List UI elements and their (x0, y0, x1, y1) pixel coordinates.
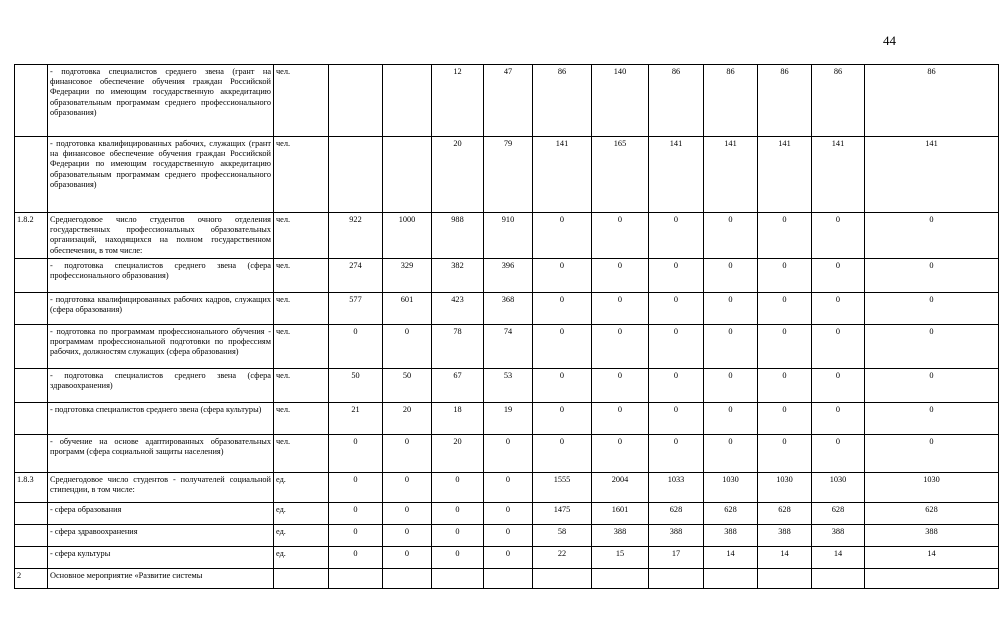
row-unit: ед. (274, 473, 329, 503)
value-cell: 601 (383, 293, 432, 325)
value-cell: 0 (329, 473, 383, 503)
value-cell: 18 (432, 403, 484, 435)
row-unit: чел. (274, 403, 329, 435)
value-cell: 141 (704, 137, 758, 213)
value-cell: 0 (432, 503, 484, 525)
table-row (15, 259, 999, 293)
value-cell: 628 (812, 503, 865, 525)
row-code (15, 503, 48, 525)
value-cell: 1601 (592, 503, 649, 525)
value-cell: 47 (484, 65, 533, 137)
value-cell: 382 (432, 259, 484, 293)
table-row (15, 547, 999, 569)
value-cell: 74 (484, 325, 533, 369)
value-cell: 0 (383, 525, 432, 547)
value-cell: 0 (758, 369, 812, 403)
value-cell: 0 (484, 503, 533, 525)
row-unit: чел. (274, 213, 329, 259)
table-row (15, 435, 999, 473)
value-cell: 0 (533, 325, 592, 369)
value-cell: 0 (592, 369, 649, 403)
value-cell: 0 (383, 503, 432, 525)
value-cell (533, 569, 592, 589)
value-cell (758, 569, 812, 589)
value-cell: 0 (383, 473, 432, 503)
value-cell (329, 65, 383, 137)
value-cell: 396 (484, 259, 533, 293)
value-cell: 388 (758, 525, 812, 547)
table-row (15, 473, 999, 503)
value-cell: 20 (383, 403, 432, 435)
row-unit: ед. (274, 547, 329, 569)
value-cell: 0 (329, 325, 383, 369)
value-cell: 0 (329, 547, 383, 569)
value-cell: 67 (432, 369, 484, 403)
value-cell: 0 (484, 473, 533, 503)
value-cell: 0 (432, 547, 484, 569)
value-cell: 0 (649, 259, 704, 293)
row-unit: чел. (274, 259, 329, 293)
value-cell: 0 (704, 369, 758, 403)
value-cell: 141 (758, 137, 812, 213)
value-cell: 0 (533, 259, 592, 293)
value-cell: 0 (812, 325, 865, 369)
row-code (15, 403, 48, 435)
value-cell: 0 (592, 213, 649, 259)
table-row (15, 137, 999, 213)
value-cell: 0 (758, 403, 812, 435)
value-cell: 1475 (533, 503, 592, 525)
value-cell: 0 (592, 325, 649, 369)
value-cell: 0 (704, 403, 758, 435)
value-cell: 165 (592, 137, 649, 213)
value-cell: 1030 (704, 473, 758, 503)
value-cell: 14 (704, 547, 758, 569)
value-cell: 0 (758, 293, 812, 325)
row-unit: чел. (274, 293, 329, 325)
row-unit: чел. (274, 435, 329, 473)
value-cell: 14 (865, 547, 999, 569)
row-code (15, 259, 48, 293)
row-code (15, 525, 48, 547)
value-cell: 0 (329, 525, 383, 547)
row-description: Среднегодовое число студентов очного отделения государственных профессиональных образовательных организаций, находящихся на полном государственном обеспечении, в том числе: (48, 213, 274, 259)
row-description: - подготовка специалистов среднего звена (сфера профессионального образования) (48, 259, 274, 293)
value-cell: 0 (533, 403, 592, 435)
value-cell: 0 (758, 213, 812, 259)
table-row (15, 403, 999, 435)
value-cell: 1030 (758, 473, 812, 503)
value-cell: 53 (484, 369, 533, 403)
value-cell: 388 (865, 525, 999, 547)
value-cell: 388 (592, 525, 649, 547)
row-code (15, 137, 48, 213)
value-cell (865, 569, 999, 589)
row-description: - сфера образования (48, 503, 274, 525)
row-description: - подготовка специалистов среднего звена (грант на финансовое обеспечение обучения граждан Российской Федерации по имеющим государственную аккредитацию образовательным программам среднего профессионального образования) (48, 65, 274, 137)
value-cell: 86 (812, 65, 865, 137)
value-cell: 141 (812, 137, 865, 213)
value-cell: 0 (592, 259, 649, 293)
row-unit: чел. (274, 137, 329, 213)
value-cell: 0 (865, 293, 999, 325)
indicators-table (14, 64, 999, 589)
value-cell: 0 (432, 473, 484, 503)
table-row (15, 325, 999, 369)
value-cell: 910 (484, 213, 533, 259)
value-cell: 0 (812, 293, 865, 325)
value-cell: 0 (865, 213, 999, 259)
value-cell: 0 (592, 435, 649, 473)
value-cell: 78 (432, 325, 484, 369)
value-cell: 922 (329, 213, 383, 259)
value-cell: 140 (592, 65, 649, 137)
value-cell: 0 (383, 547, 432, 569)
value-cell: 388 (812, 525, 865, 547)
table-row (15, 569, 999, 589)
value-cell: 0 (383, 325, 432, 369)
value-cell (329, 137, 383, 213)
value-cell: 86 (649, 65, 704, 137)
value-cell: 20 (432, 137, 484, 213)
row-unit: ед. (274, 525, 329, 547)
value-cell: 0 (865, 259, 999, 293)
value-cell: 0 (865, 435, 999, 473)
value-cell: 0 (758, 435, 812, 473)
value-cell: 141 (649, 137, 704, 213)
value-cell: 2004 (592, 473, 649, 503)
row-unit: чел. (274, 325, 329, 369)
value-cell: 0 (704, 259, 758, 293)
value-cell: 0 (649, 435, 704, 473)
value-cell: 388 (649, 525, 704, 547)
value-cell: 0 (484, 435, 533, 473)
value-cell: 0 (329, 435, 383, 473)
value-cell: 86 (758, 65, 812, 137)
value-cell: 0 (758, 259, 812, 293)
value-cell: 0 (592, 403, 649, 435)
value-cell: 0 (812, 259, 865, 293)
table-row (15, 213, 999, 259)
row-code: 2 (15, 569, 48, 589)
value-cell: 14 (758, 547, 812, 569)
value-cell: 0 (865, 369, 999, 403)
value-cell: 50 (329, 369, 383, 403)
value-cell: 0 (533, 213, 592, 259)
value-cell: 21 (329, 403, 383, 435)
value-cell: 423 (432, 293, 484, 325)
value-cell: 0 (649, 403, 704, 435)
value-cell: 1000 (383, 213, 432, 259)
value-cell: 58 (533, 525, 592, 547)
value-cell (484, 569, 533, 589)
value-cell: 0 (704, 435, 758, 473)
row-unit: чел. (274, 369, 329, 403)
value-cell: 0 (704, 325, 758, 369)
value-cell: 79 (484, 137, 533, 213)
row-description: - подготовка по программам профессионального обучения - программам профессиональной подготовки по профессиям рабочих, должностям служащих (сфера образования) (48, 325, 274, 369)
value-cell: 0 (533, 369, 592, 403)
value-cell: 0 (533, 435, 592, 473)
value-cell: 50 (383, 369, 432, 403)
row-description: - подготовка специалистов среднего звена (сфера культуры) (48, 403, 274, 435)
value-cell: 86 (865, 65, 999, 137)
row-code: 1.8.3 (15, 473, 48, 503)
value-cell: 12 (432, 65, 484, 137)
value-cell: 0 (383, 435, 432, 473)
value-cell: 0 (865, 403, 999, 435)
value-cell (329, 569, 383, 589)
row-code: 1.8.2 (15, 213, 48, 259)
row-description: - подготовка специалистов среднего звена (сфера здравоохранения) (48, 369, 274, 403)
value-cell: 0 (812, 369, 865, 403)
value-cell: 0 (649, 293, 704, 325)
page-number: 44 (883, 33, 896, 48)
table-row (15, 293, 999, 325)
value-cell: 0 (812, 403, 865, 435)
value-cell: 17 (649, 547, 704, 569)
value-cell: 22 (533, 547, 592, 569)
row-description: Среднегодовое число студентов - получателей социальной стипендии, в том числе: (48, 473, 274, 503)
row-unit: чел. (274, 65, 329, 137)
row-description: Основное мероприятие «Развитие системы (48, 569, 274, 589)
value-cell: 0 (704, 293, 758, 325)
row-description: - сфера культуры (48, 547, 274, 569)
value-cell: 274 (329, 259, 383, 293)
value-cell: 0 (704, 213, 758, 259)
row-description: - обучение на основе адаптированных образовательных программ (сфера социальной защиты населения) (48, 435, 274, 473)
row-description: - сфера здравоохранения (48, 525, 274, 547)
value-cell (383, 137, 432, 213)
value-cell: 141 (533, 137, 592, 213)
row-code (15, 325, 48, 369)
value-cell: 329 (383, 259, 432, 293)
value-cell: 0 (533, 293, 592, 325)
row-description: - подготовка квалифицированных рабочих, служащих (грант на финансовое обеспечение обучения граждан Российской Федерации по имеющим государственную аккредитацию образовательным программам среднего профессионального образования) (48, 137, 274, 213)
value-cell: 86 (533, 65, 592, 137)
row-description: - подготовка квалифицированных рабочих кадров, служащих (сфера образования) (48, 293, 274, 325)
value-cell: 988 (432, 213, 484, 259)
row-code (15, 547, 48, 569)
value-cell: 14 (812, 547, 865, 569)
table-row (15, 65, 999, 137)
value-cell: 577 (329, 293, 383, 325)
value-cell: 1030 (812, 473, 865, 503)
value-cell: 628 (758, 503, 812, 525)
value-cell: 628 (865, 503, 999, 525)
value-cell: 141 (865, 137, 999, 213)
value-cell: 388 (704, 525, 758, 547)
value-cell: 0 (649, 325, 704, 369)
value-cell: 628 (649, 503, 704, 525)
table-row (15, 369, 999, 403)
value-cell (592, 569, 649, 589)
value-cell (383, 65, 432, 137)
row-code (15, 65, 48, 137)
value-cell: 20 (432, 435, 484, 473)
row-code (15, 435, 48, 473)
value-cell (383, 569, 432, 589)
value-cell: 628 (704, 503, 758, 525)
table-row (15, 503, 999, 525)
row-unit (274, 569, 329, 589)
value-cell: 19 (484, 403, 533, 435)
value-cell: 86 (704, 65, 758, 137)
value-cell: 0 (329, 503, 383, 525)
value-cell: 1030 (865, 473, 999, 503)
value-cell (812, 569, 865, 589)
value-cell: 0 (758, 325, 812, 369)
value-cell: 15 (592, 547, 649, 569)
table-row (15, 525, 999, 547)
value-cell: 0 (592, 293, 649, 325)
row-code (15, 369, 48, 403)
value-cell (649, 569, 704, 589)
value-cell (704, 569, 758, 589)
value-cell: 0 (812, 435, 865, 473)
value-cell: 0 (865, 325, 999, 369)
value-cell: 0 (649, 213, 704, 259)
value-cell: 1555 (533, 473, 592, 503)
value-cell: 368 (484, 293, 533, 325)
value-cell: 0 (484, 525, 533, 547)
value-cell: 0 (649, 369, 704, 403)
row-code (15, 293, 48, 325)
value-cell: 1033 (649, 473, 704, 503)
value-cell (432, 569, 484, 589)
value-cell: 0 (432, 525, 484, 547)
value-cell: 0 (484, 547, 533, 569)
value-cell: 0 (812, 213, 865, 259)
row-unit: ед. (274, 503, 329, 525)
